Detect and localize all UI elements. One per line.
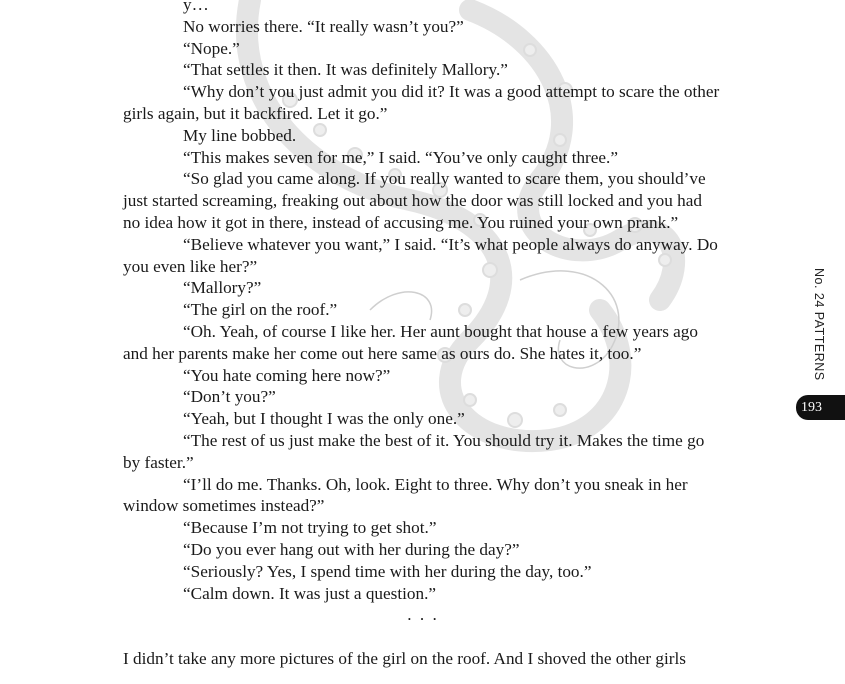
paragraph: I didn’t take any more pictures of the girl on the roof. And I shoved the other girls (123, 648, 686, 668)
paragraph: “Calm down. It was just a question.” (183, 583, 436, 603)
page-text (123, 0, 723, 670)
paragraph: “Seriously? Yes, I spend time with her during the day, too.” (183, 561, 592, 581)
paragraph: “Do you ever hang out with her during the day?” (183, 539, 520, 559)
chapter-side-title: No. 24 PATTERNS (812, 268, 826, 381)
paragraph: y… (183, 0, 209, 14)
paragraph: “That settles it then. It was definitely Mallory.” (183, 60, 508, 80)
paragraph: “The rest of us just make the best of it. You should try it. Makes the time go by faster.” (123, 430, 705, 472)
page-number: 193 (801, 400, 822, 415)
scene-break: . . . (407, 605, 439, 625)
page-number-tab (796, 395, 845, 420)
paragraph: “You hate coming here now?” (183, 365, 391, 385)
paragraph: “Yeah, but I thought I was the only one.” (183, 409, 465, 429)
paragraph: No worries there. “It really wasn’t you?” (183, 16, 464, 36)
paragraph: “Because I’m not trying to get shot.” (183, 518, 437, 538)
paragraph: “So glad you came along. If you really wanted to scare them, you should’ve just started screaming, freaking out about how the door was still locked and you had no idea how it got in there, instead of accusing me. You ruined your own prank.” (123, 169, 706, 232)
paragraph: “Nope.” (183, 38, 240, 58)
paragraph: My line bobbed. (183, 125, 297, 145)
paragraph: “Oh. Yeah, of course I like her. Her aunt bought that house a few years ago and her parents make her come out here same as ours do. She hates it, too.” (123, 321, 698, 363)
paragraph: “Don’t you?” (183, 387, 276, 407)
paragraph: “I’ll do me. Thanks. Oh, look. Eight to three. Why don’t you sneak in her window sometimes instead?” (123, 474, 688, 516)
paragraph: “Why don’t you just admit you did it? It was a good attempt to scare the other girls again, but it backfired. Let it go.” (123, 82, 720, 123)
paragraph: “Believe whatever you want,” I said. “It’s what people always do anyway. Do you even like her?” (123, 234, 718, 276)
paragraph: “The girl on the roof.” (183, 300, 338, 320)
paragraph: “This makes seven for me,” I said. “You’ve only caught three.” (183, 147, 618, 167)
paragraph: “Mallory?” (183, 278, 262, 298)
